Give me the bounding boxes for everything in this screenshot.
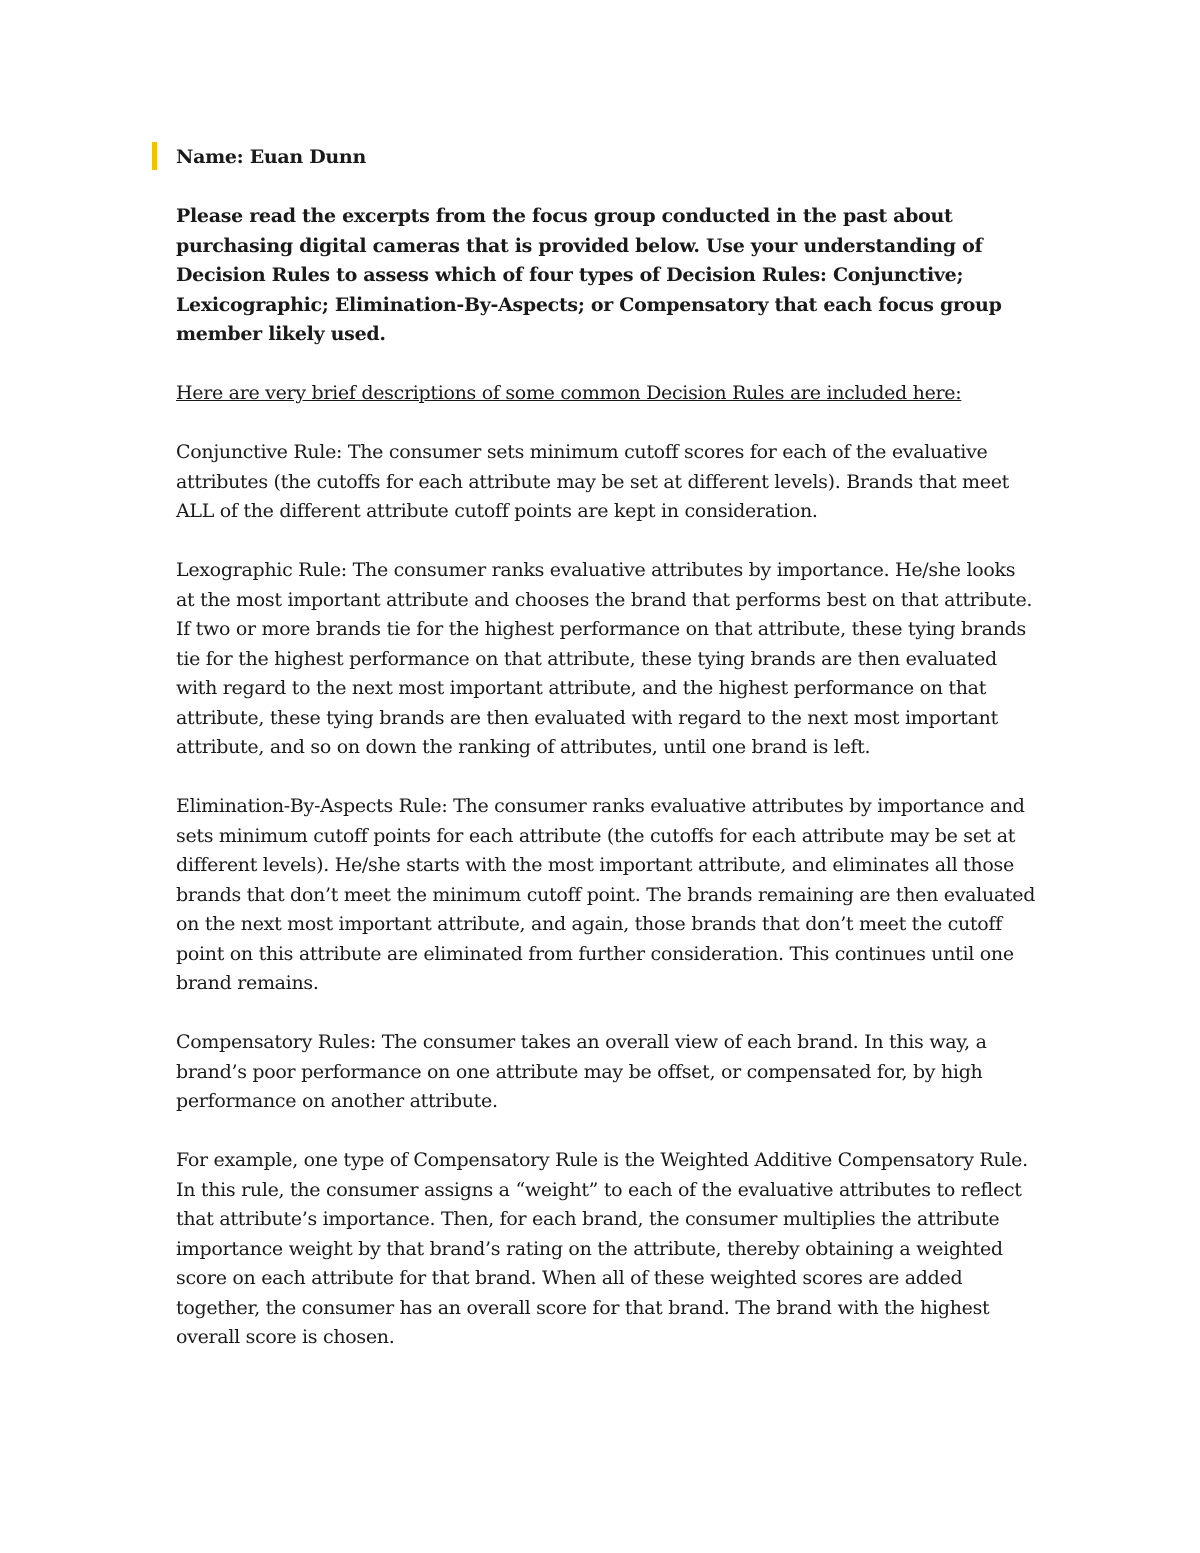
name-line: Name: Euan Dunn bbox=[176, 146, 366, 168]
document-body bbox=[176, 143, 1036, 1382]
compensatory-rules-paragraph: Compensatory Rules: The consumer takes an overall view of each brand. In this way, a brand’s poor performance on one attribute may be offset, or compensated for, by high performance on another attribute. bbox=[176, 1031, 987, 1112]
margin-marker bbox=[152, 142, 157, 170]
instructions-paragraph: Please read the excerpts from the focus group conducted in the past about purchasing digital cameras that is provided below. Use your understanding of Decision Rules to assess which of four types of Decision Rules: Conjunctive; Lexicographic; Elimination-By-Aspects; or Compensatory that each focus group member likely used. bbox=[176, 205, 1002, 345]
conjunctive-rule-paragraph: Conjunctive Rule: The consumer sets minimum cutoff scores for each of the evaluative attributes (the cutoffs for each attribute may be set at different levels). Brands that meet ALL of the different attribute cutoff points are kept in consideration. bbox=[176, 441, 1009, 522]
weighted-additive-example-paragraph: For example, one type of Compensatory Rule is the Weighted Additive Compensatory Rule. In this rule, the consumer assigns a “weight” to each of the evaluative attributes to reflect that attribute’s importance. Then, for each brand, the consumer multiplies the attribute importance weight by that brand’s rating on the attribute, thereby obtaining a weighted score on each attribute for that brand. When all of these weighted scores are added together, the consumer has an overall score for that brand. The brand with the highest overall score is chosen. bbox=[176, 1149, 1028, 1348]
intro-paragraph: Here are very brief descriptions of some common Decision Rules are included here: bbox=[176, 382, 962, 404]
lexographic-rule-paragraph: Lexographic Rule: The consumer ranks evaluative attributes by importance. He/she looks at the most important attribute and chooses the brand that performs best on that attribute. If two or more brands tie for the highest performance on that attribute, these tying brands tie for the highest performance on that attribute, these tying brands are then evaluated with regard to the next most important attribute, and the highest performance on that attribute, these tying brands are then evaluated with regard to the next most important attribute, and so on down the ranking of attributes, until one brand is left. bbox=[176, 559, 1033, 758]
elimination-by-aspects-rule-paragraph: Elimination-By-Aspects Rule: The consumer ranks evaluative attributes by importance and sets minimum cutoff points for each attribute (the cutoffs for each attribute may be set at different levels). He/she starts with the most important attribute, and eliminates all those brands that don’t meet the minimum cutoff point. The brands remaining are then evaluated on the next most important attribute, and again, those brands that don’t meet the cutoff point on this attribute are eliminated from further consideration. This continues until one brand remains. bbox=[176, 795, 1036, 994]
